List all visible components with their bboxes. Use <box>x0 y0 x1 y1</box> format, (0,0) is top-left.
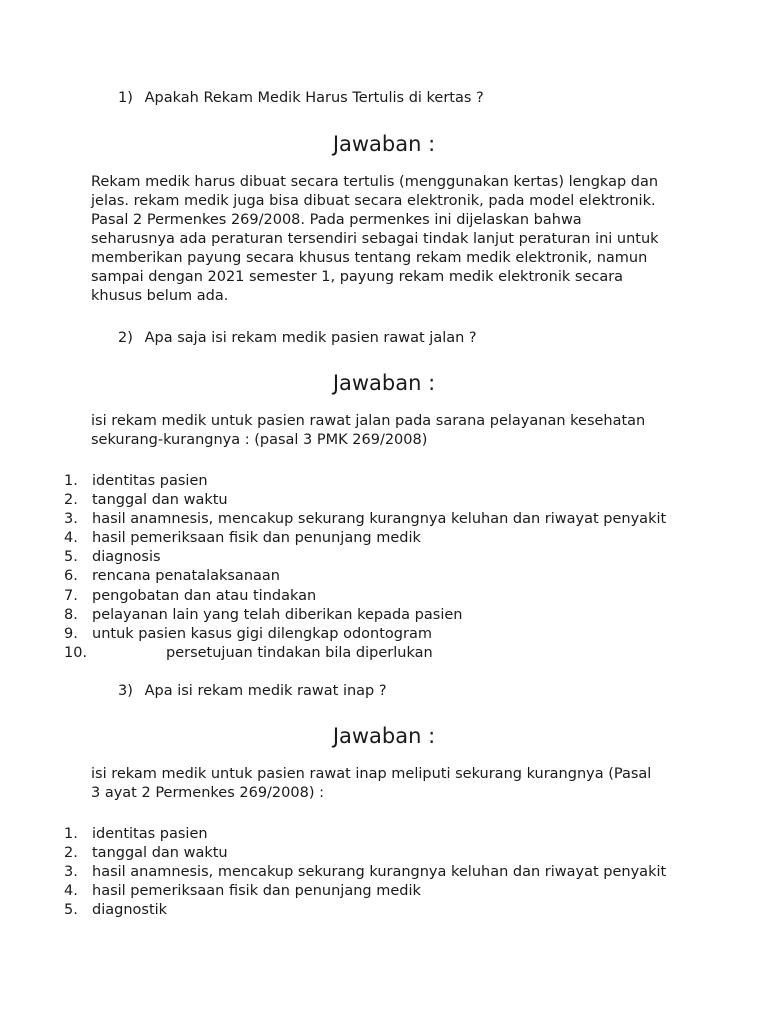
list-item <box>64 491 666 510</box>
list-number: 9. <box>64 625 78 642</box>
list-number: 4. <box>64 883 78 900</box>
list-number: 8. <box>64 606 78 623</box>
list-text: hasil anamnesis, mencakup sekurang kurangnya keluhan dan riwayat penyakit <box>92 511 667 528</box>
question-number: 3) <box>118 683 133 699</box>
paragraph-line: khusus belum ada. <box>91 288 229 304</box>
answer-heading-1: Jawaban : <box>332 132 436 156</box>
paragraph-line: sampai dengan 2021 semester 1, payung rekam medik elektronik secara <box>91 269 624 285</box>
list-item <box>64 510 666 529</box>
list-number: 2. <box>64 492 78 509</box>
list-item <box>64 472 666 491</box>
paragraph-line: sekurang-kurangnya : (pasal 3 PMK 269/2008) <box>91 432 428 448</box>
list-item <box>64 882 666 901</box>
list-item <box>64 529 666 548</box>
list-text: rencana penatalaksanaan <box>92 568 280 585</box>
list-item <box>64 863 666 882</box>
list-text: untuk pasien kasus gigi dilengkap odontogram <box>92 625 432 642</box>
answer-paragraph-3 <box>91 765 711 803</box>
question-text: Apa saja isi rekam medik pasien rawat jalan ? <box>144 330 477 346</box>
list-text: pengobatan dan atau tindakan <box>92 587 317 604</box>
list-number: 4. <box>64 530 78 547</box>
list-item <box>64 606 666 625</box>
list-text: identitas pasien <box>92 826 208 842</box>
question-number: 1) <box>118 90 133 106</box>
paragraph-line: isi rekam medik untuk pasien rawat jalan pada sarana pelayanan kesehatan <box>91 413 646 429</box>
list-text: tanggal dan waktu <box>92 492 228 509</box>
list-number: 5. <box>64 902 78 919</box>
list-item <box>64 644 666 663</box>
list-number: 2. <box>64 845 78 862</box>
list-item <box>64 567 666 586</box>
list-text: diagnosis <box>92 549 161 566</box>
paragraph-line: 3 ayat 2 Permenkes 269/2008) : <box>91 785 324 801</box>
paragraph-line: Pasal 2 Permenkes 269/2008. Pada permenkes ini dijelaskan bahwa <box>91 212 582 228</box>
list-item <box>64 548 666 567</box>
list-text: hasil pemeriksaan fisik dan penunjang medik <box>92 530 421 547</box>
paragraph-line: isi rekam medik untuk pasien rawat inap meliputi sekurang kurangnya (Pasal <box>91 766 652 782</box>
list-number: 3. <box>64 511 78 528</box>
paragraph-line: seharusnya ada peraturan tersendiri sebagai tindak lanjut peraturan ini untuk <box>91 231 659 247</box>
paragraph-line: jelas. rekam medik juga bisa dibuat secara elektronik, pada model elektronik. <box>91 193 656 209</box>
list-text: hasil pemeriksaan fisik dan penunjang medik <box>92 883 421 900</box>
answer-paragraph-1 <box>91 173 711 306</box>
list-text: persetujuan tindakan bila diperlukan <box>166 644 433 661</box>
list-item <box>64 587 666 606</box>
question-2 <box>118 329 477 348</box>
answer-heading-2: Jawaban : <box>332 371 436 395</box>
list-number: 1. <box>64 473 78 489</box>
answer-list-3 <box>64 825 666 920</box>
list-number: 10. <box>64 644 88 661</box>
list-text: identitas pasien <box>92 473 208 489</box>
answer-list-2 <box>64 472 666 663</box>
list-item <box>64 625 666 644</box>
answer-paragraph-2 <box>91 412 711 450</box>
list-text: pelayanan lain yang telah diberikan kepada pasien <box>92 606 463 623</box>
question-3 <box>118 682 387 701</box>
answer-heading-3: Jawaban : <box>332 724 436 748</box>
question-1 <box>118 89 484 108</box>
list-number: 1. <box>64 826 78 842</box>
list-number: 5. <box>64 549 78 566</box>
list-number: 7. <box>64 587 78 604</box>
question-number: 2) <box>118 330 133 346</box>
list-number: 6. <box>64 568 78 585</box>
paragraph-line: memberikan payung secara khusus tentang rekam medik elektronik, namun <box>91 250 648 266</box>
list-text: hasil anamnesis, mencakup sekurang kurangnya keluhan dan riwayat penyakit <box>92 864 667 881</box>
paragraph-line: Rekam medik harus dibuat secara tertulis (menggunakan kertas) lengkap dan <box>91 174 659 190</box>
question-text: Apakah Rekam Medik Harus Tertulis di kertas ? <box>144 90 484 106</box>
list-text: tanggal dan waktu <box>92 845 228 862</box>
list-text: diagnostik <box>92 902 168 919</box>
list-item <box>64 844 666 863</box>
list-item <box>64 825 666 844</box>
question-text: Apa isi rekam medik rawat inap ? <box>144 683 387 699</box>
list-number: 3. <box>64 864 78 881</box>
list-item <box>64 901 666 920</box>
